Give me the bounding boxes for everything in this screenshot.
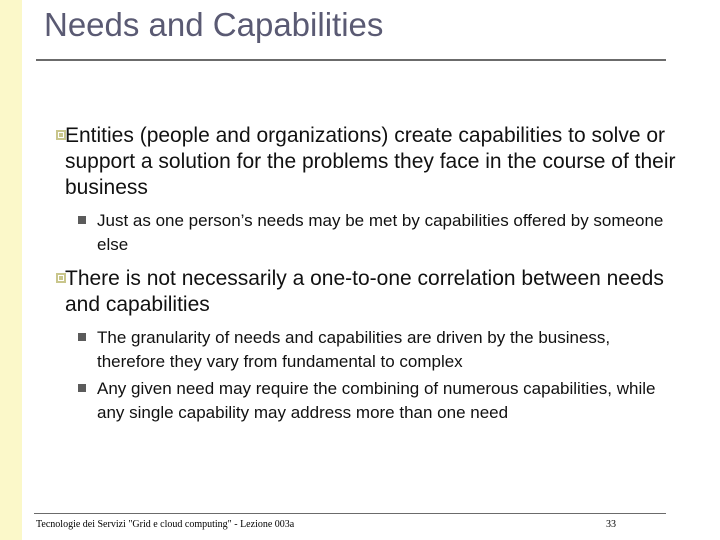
page-number: 33 <box>606 519 616 530</box>
square-sub-bullet-icon <box>78 216 86 224</box>
footer-course-title: Tecnologie dei Servizi "Grid e cloud computing" - Lezione 003a <box>36 519 295 530</box>
bullet-text-2: There is not necessarily a one-to-one correlation between needs and capabilities <box>65 267 664 316</box>
slide-title: Needs and Capabilities <box>44 6 384 43</box>
sub-bullet-text-2-2: Any given need may require the combining of numerous capabilities, while any single capability may address more than one need <box>97 379 656 422</box>
title-divider <box>36 59 666 61</box>
sub-bullet-text-2-1: The granularity of needs and capabilities are driven by the business, therefore they vary from fundamental to complex <box>97 328 611 371</box>
sub-bullet-text-1-1: Just as one person’s needs may be met by capabilities offered by someone else <box>97 211 664 254</box>
decorative-left-bar <box>0 0 22 540</box>
footer-divider <box>34 513 666 514</box>
square-sub-bullet-icon <box>78 384 86 392</box>
bullet-text-1: Entities (people and organizations) create capabilities to solve or support a solution for the problems they face in the course of their business <box>65 124 676 199</box>
square-sub-bullet-icon <box>78 333 86 341</box>
